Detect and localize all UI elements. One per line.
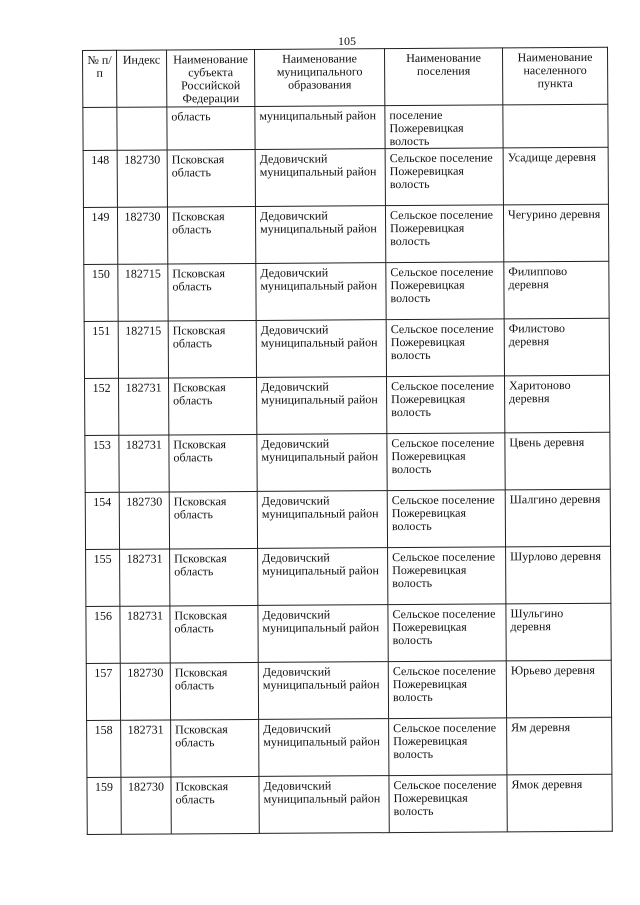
cell-num: 151 xyxy=(84,321,118,378)
cell-index: 182730 xyxy=(119,492,169,549)
cell-locality: Шурлово деревня xyxy=(506,546,611,604)
cell-locality: Цвень деревня xyxy=(505,432,610,490)
table-row xyxy=(86,660,611,720)
cell-locality: Филистово деревня xyxy=(504,318,609,376)
cell-locality: Филиппово деревня xyxy=(504,261,609,319)
table-row-continuation xyxy=(83,104,608,150)
cell-settlement: Сельское поселение Пожеревицкая волость xyxy=(388,547,506,605)
cell-num: 154 xyxy=(85,492,119,549)
cell-subject: Псковская область xyxy=(171,719,259,777)
cell-municipal: Дедовичский муниципальный район xyxy=(256,320,386,378)
cell-num: 159 xyxy=(87,777,121,834)
cell-num: 156 xyxy=(86,606,120,663)
cell-index: 182731 xyxy=(119,378,169,435)
cell-municipal: Дедовичский муниципальный район xyxy=(257,491,387,549)
cell-num: 155 xyxy=(86,549,120,606)
table-row xyxy=(86,546,611,606)
cell-index: 182715 xyxy=(118,264,168,321)
localities-table xyxy=(82,47,613,835)
table-row xyxy=(83,204,608,264)
cell-municipal: Дедовичский муниципальный район xyxy=(259,776,389,834)
cell-locality: Шалгино деревня xyxy=(505,489,610,547)
cell-index: 182730 xyxy=(117,150,167,207)
cell-locality: Ямок деревня xyxy=(507,774,612,832)
cell-settlement: Сельское поселение Пожеревицкая волость xyxy=(385,148,503,206)
cell-municipal: Дедовичский муниципальный район xyxy=(258,662,388,720)
cell-num: 158 xyxy=(87,720,121,777)
cell-municipal: Дедовичский муниципальный район xyxy=(257,434,387,492)
cell-subject: Псковская область xyxy=(168,320,256,378)
page-number: 105 xyxy=(338,34,356,48)
cell-settlement: Сельское поселение Пожеревицкая волость xyxy=(386,319,504,377)
table-row xyxy=(87,717,612,777)
table-row xyxy=(86,603,611,663)
cell-settlement: Сельское поселение Пожеревицкая волость xyxy=(385,205,503,263)
cell-locality: Шульгино деревня xyxy=(506,603,611,661)
cell-index: 182731 xyxy=(121,720,171,777)
table-row xyxy=(84,261,609,321)
cell-settlement: Сельское поселение Пожеревицкая волость xyxy=(389,718,507,776)
cell-index: 182731 xyxy=(120,549,170,606)
table-row xyxy=(85,375,610,435)
cell-num: 150 xyxy=(84,264,118,321)
cell-locality xyxy=(503,104,608,148)
table-row xyxy=(83,147,608,207)
cell-num: 152 xyxy=(85,378,119,435)
cell-num: 157 xyxy=(86,663,120,720)
cell-index: 182730 xyxy=(120,663,170,720)
table-row xyxy=(85,432,610,492)
cell-settlement: Сельское поселение Пожеревицкая волость xyxy=(387,490,505,548)
cell-index: 182730 xyxy=(117,207,167,264)
cell-subject: Псковская область xyxy=(169,491,257,549)
cell-num: 148 xyxy=(83,150,117,207)
cell-num: 153 xyxy=(85,435,119,492)
cell-settlement: Сельское поселение Пожеревицкая волость xyxy=(386,262,504,320)
cell-subject: Псковская область xyxy=(170,662,258,720)
cell-locality: Харитоново деревня xyxy=(504,375,609,433)
table-row xyxy=(85,489,610,549)
cell-settlement: поселение Пожеревицкая волость xyxy=(385,105,503,149)
cell-locality: Усадище деревня xyxy=(503,147,608,205)
localities-table-wrapper xyxy=(82,47,613,835)
cell-locality: Юрьево деревня xyxy=(506,660,611,718)
cell-index xyxy=(117,107,167,150)
cell-municipal: муниципальный район xyxy=(255,106,385,150)
cell-index: 182731 xyxy=(119,435,169,492)
cell-index: 182731 xyxy=(120,606,170,663)
cell-municipal: Дедовичский муниципальный район xyxy=(258,605,388,663)
cell-subject: Псковская область xyxy=(167,149,255,207)
table-header-row xyxy=(83,47,608,107)
cell-municipal: Дедовичский муниципальный район xyxy=(259,719,389,777)
table-row xyxy=(84,318,609,378)
cell-subject: Псковская область xyxy=(169,377,257,435)
header-subject: Наименование субъекта Российской Федерации xyxy=(167,49,255,107)
cell-subject: Псковская область xyxy=(170,605,258,663)
cell-municipal: Дедовичский муниципальный район xyxy=(255,206,385,264)
cell-settlement: Сельское поселение Пожеревицкая волость xyxy=(388,661,506,719)
cell-subject: Псковская область xyxy=(170,548,258,606)
cell-subject: Псковская область xyxy=(167,206,255,264)
cell-municipal: Дедовичский муниципальный район xyxy=(255,149,385,207)
cell-num xyxy=(83,107,117,150)
cell-subject: Псковская область xyxy=(168,263,256,321)
cell-locality: Ям деревня xyxy=(507,717,612,775)
cell-subject: Псковская область xyxy=(169,434,257,492)
cell-settlement: Сельское поселение Пожеревицкая волость xyxy=(389,775,507,833)
header-settlement: Наименование поселения xyxy=(384,48,502,106)
cell-subject: область xyxy=(167,106,255,150)
cell-settlement: Сельское поселение Пожеревицкая волость xyxy=(388,604,506,662)
header-locality: Наименование населенного пункта xyxy=(502,47,607,105)
header-num: № п/п xyxy=(83,50,117,107)
cell-settlement: Сельское поселение Пожеревицкая волость xyxy=(387,433,505,491)
cell-num: 149 xyxy=(83,207,117,264)
cell-municipal: Дедовичский муниципальный район xyxy=(258,548,388,606)
header-index: Индекс xyxy=(117,50,167,107)
cell-municipal: Дедовичский муниципальный район xyxy=(256,263,386,321)
cell-municipal: Дедовичский муниципальный район xyxy=(257,377,387,435)
cell-settlement: Сельское поселение Пожеревицкая волость xyxy=(387,376,505,434)
cell-locality: Чегурино деревня xyxy=(503,204,608,262)
cell-index: 182730 xyxy=(121,777,171,834)
table-row xyxy=(87,774,612,834)
header-municipal: Наименование муниципального образования xyxy=(254,49,384,107)
cell-subject: Псковская область xyxy=(171,776,259,834)
cell-index: 182715 xyxy=(118,321,168,378)
